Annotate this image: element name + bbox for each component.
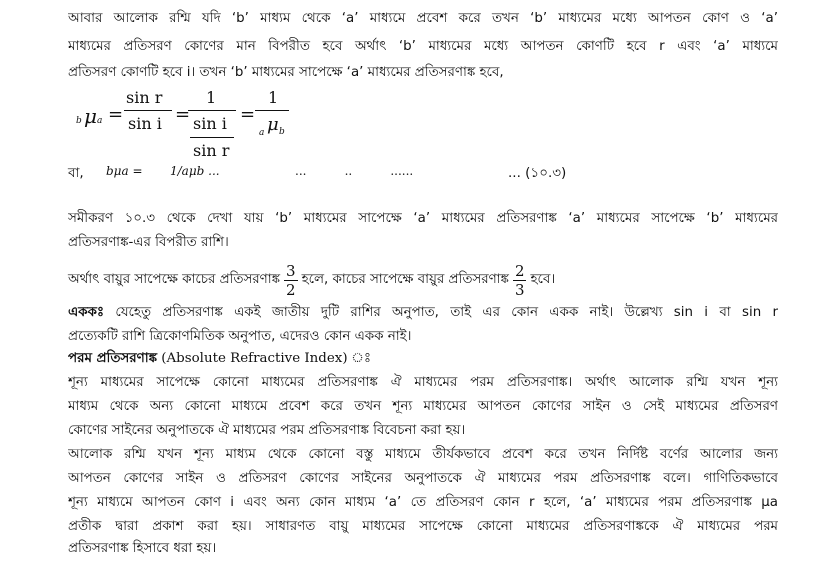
para5-line1: শূন্য মাধ্যমের সাপেক্ষে কোনো মাধ্যমের প্রতিসরণাঙ্ক ঐ মাধ্যমের পরম প্রতিসরণাঙ্ক। অর্থাৎ আলোক রশ্মি যখন শূন্য [68,375,778,390]
eq1-frac2-inner-bar [190,137,234,138]
para6-line1: আলোক রশ্মি যখন শূন্য মাধ্যম থেকে কোনো বস্তু মাধ্যমে তীর্যকভাবে প্রবেশ করে তখন নির্দিষ্ট বর্ণের আলোর জন্য [68,447,778,462]
para4-text: যেহেতু প্রতিসরণাঙ্ক একই জাতীয় দুটি রাশির অনুপাত, তাই এর কোন একক নাই। উল্লেখ্য sin i বা sin r [115,305,778,320]
para5-line3: কোণের সাইনের অনুপাতকে ঐ মাধ্যমের পরম প্রতিসরণাঙ্ক বিবেচনা করা হয়। [68,423,466,438]
para6-line2: আপতন কোণের সাইন ও প্রতিসরণ কোণের সাইনের অনুপাতকে ঐ মাধ্যমের পরম প্রতিসরণাঙ্ক বলে। গাণিতিকভাবে [68,471,778,486]
heading-bold: পরম প্রতিসরণাঙ্ক [68,351,157,366]
eq1-frac3-numerator: 1 [268,88,279,107]
heading-rest: (Absolute Refractive Index) ঃ [161,351,371,366]
eq1-equals-2: = [175,104,191,125]
para1-line2: মাধ্যমের প্রতিসরণ কোণের মান বিপরীত হবে অর্থাৎ ‘b’ মাধ্যমের মধ্যে আপতন কোণটি হবে r এবং ‘a’ মাধ্যমে [68,39,778,54]
eq1-frac2-bar [188,110,236,111]
eq1-frac1-numerator: sin r [126,88,163,107]
para2-line2: প্রতিসরণাঙ্ক-এর বিপরীত রাশি। [68,235,229,250]
eq1-frac3-den-prefix: a [259,128,265,138]
eq1-frac2-numerator: 1 [206,88,217,107]
eq2-rhs: 1/aμb ... [170,164,220,178]
eq2-lhs: bμa = [106,164,143,178]
unit-label: এককঃ [68,305,105,320]
eq1-lhs-mu: μ [84,104,97,128]
fraction2-denominator: 3 [514,280,525,299]
para2-line1: সমীকরণ ১০.৩ থেকে দেখা যায় ‘b’ মাধ্যমের সাপেক্ষে ‘a’ মাধ্যমের প্রতিসরণাঙ্ক ‘a’ মাধ্যমের সাপেক্ষে ‘b’ মাধ্যমের [68,211,778,226]
para6-line5: প্রতিসরণাঙ্ক হিসাবে ধরা হয়। [68,541,217,556]
fraction-two-thirds [513,262,527,299]
eq1-frac2-den-numerator: sin i [193,114,227,133]
section-heading [68,348,778,370]
para1-line1: আবার আলোক রশ্মি যদি ‘b’ মাধ্যম থেকে ‘a’ মাধ্যমে প্রবেশ করে তখন ‘b’ মাধ্যমের মধ্যে আপতন কোণ ও ‘a’ [68,11,778,26]
para5-line2: মাধ্যম থেকে অন্য কোনো মাধ্যমে প্রবেশ করে তখন শূন্য মাধ্যমের আপতন কোণের সাইন ও সেই মাধ্যমের প্রতিসরণ [68,399,778,414]
eq1-frac2-den-denominator: sin r [193,141,230,160]
eq2-prefix: বা, [68,165,84,181]
eq1-frac3-den-mu: μ [267,114,279,135]
eq1-equals-1: = [108,104,124,125]
para6-line3: শূন্য মাধ্যমে আপতন কোণ i এবং অন্য কোন মাধ্যম ‘a’ তে প্রতিসরণ কোন r হলে, ‘a’ মাধ্যমের পরম প্রতিসরণাঙ্ক μa [68,495,778,510]
eq1-frac1-bar [124,110,172,111]
eq1-lhs-prefix: b [76,116,82,126]
fraction-three-halves [284,262,298,299]
fraction2-numerator: 2 [514,261,525,280]
para3-post: হবে। [530,272,556,287]
eq1-lhs-sub: a [97,116,103,126]
para4-line2: প্রত্যেকটি রাশি ত্রিকোণমিতিক অনুপাত, এদেরও কোন একক নাই। [68,329,412,344]
eq2-dots: ... .. ...... [295,164,414,178]
fraction1-numerator: 3 [286,261,296,280]
para3-mid: হলে, কাচের সাপেক্ষে বায়ুর প্রতিসরণাঙ্ক [301,272,509,287]
eq1-frac3-bar [255,110,289,111]
para4-line1 [68,302,778,324]
eq2-number: ... (১০.৩) [508,165,567,181]
fraction1-denominator: 2 [286,280,296,299]
para6-line4: প্রতীক দ্বারা প্রকাশ করা হয়। সাধারণত বায়ু মাধ্যমের সাপেক্ষে কোনো মাধ্যমের প্রতিসরণাঙ্ককে ঐ মাধ্যমের পরম [68,519,778,534]
para3-pre: অর্থাৎ বায়ুর সাপেক্ষে কাচের প্রতিসরণাঙ্ক [68,272,281,287]
eq1-frac1-denominator: sin i [128,114,162,133]
para1-line3: প্রতিসরণ কোণটি হবে i। তখন ‘b’ মাধ্যমের সাপেক্ষে ‘a’ মাধ্যমের প্রতিসরণাঙ্ক হবে, [68,65,504,80]
para3-glass-air-example [68,258,778,302]
eq1-equals-3: = [240,104,256,125]
eq1-frac3-den-sub: b [279,127,285,137]
